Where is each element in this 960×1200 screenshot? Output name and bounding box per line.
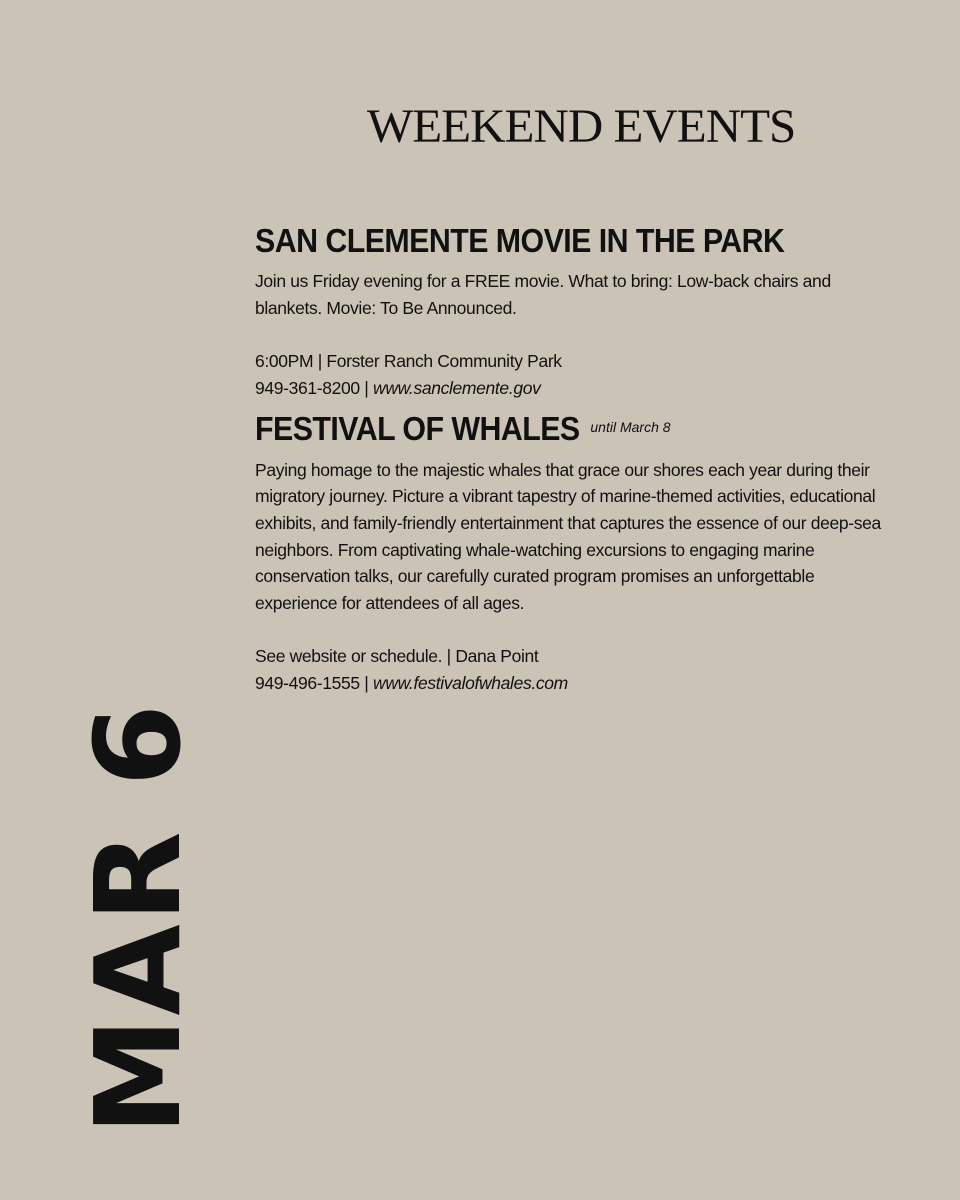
event-title-text: SAN CLEMENTE MOVIE IN THE PARK <box>255 222 785 259</box>
page-title: WEEKEND EVENTS <box>367 99 796 153</box>
event-contact <box>255 375 895 402</box>
event-time-location: 6:00PM | Forster Ranch Community Park <box>255 351 562 372</box>
events-list <box>255 220 895 697</box>
event-title <box>255 220 895 262</box>
event-movie-in-the-park <box>255 220 895 402</box>
event-website-link[interactable]: www.festivalofwhales.com <box>373 673 568 694</box>
event-contact <box>255 670 895 697</box>
event-title-text: FESTIVAL OF WHALES <box>255 409 580 447</box>
event-description: Join us Friday evening for a FREE movie. What to bring: Low-back chairs and blankets. Movie: To Be Announced. <box>255 271 831 318</box>
spacer <box>255 617 895 644</box>
event-title <box>255 406 895 450</box>
contact-separator: | <box>359 673 374 694</box>
event-date-note: until March 8 <box>590 418 671 435</box>
event-festival-of-whales <box>255 406 895 697</box>
event-description: Paying homage to the majestic whales that grace our shores each year during their migratory journey. Picture a vibrant tapestry of marine-themed activities, educational exhibits, and family-friendly entertainment that captures the essence of our deep-sea neighbors. From captivating whale-watching excursions to engaging marine conservation talks, our carefully curated program promises an unforgettable experience for attendees of all ages. <box>255 459 881 614</box>
date-label-vertical: MAR 6 <box>69 702 207 1135</box>
event-website-link[interactable]: www.sanclemente.gov <box>373 377 541 398</box>
spacer <box>255 321 895 348</box>
event-time-location: See website or schedule. | Dana Point <box>255 646 539 667</box>
contact-separator: | <box>359 377 374 398</box>
event-phone: 949-496-1555 <box>255 673 360 694</box>
event-phone: 949-361-8200 <box>255 377 360 398</box>
